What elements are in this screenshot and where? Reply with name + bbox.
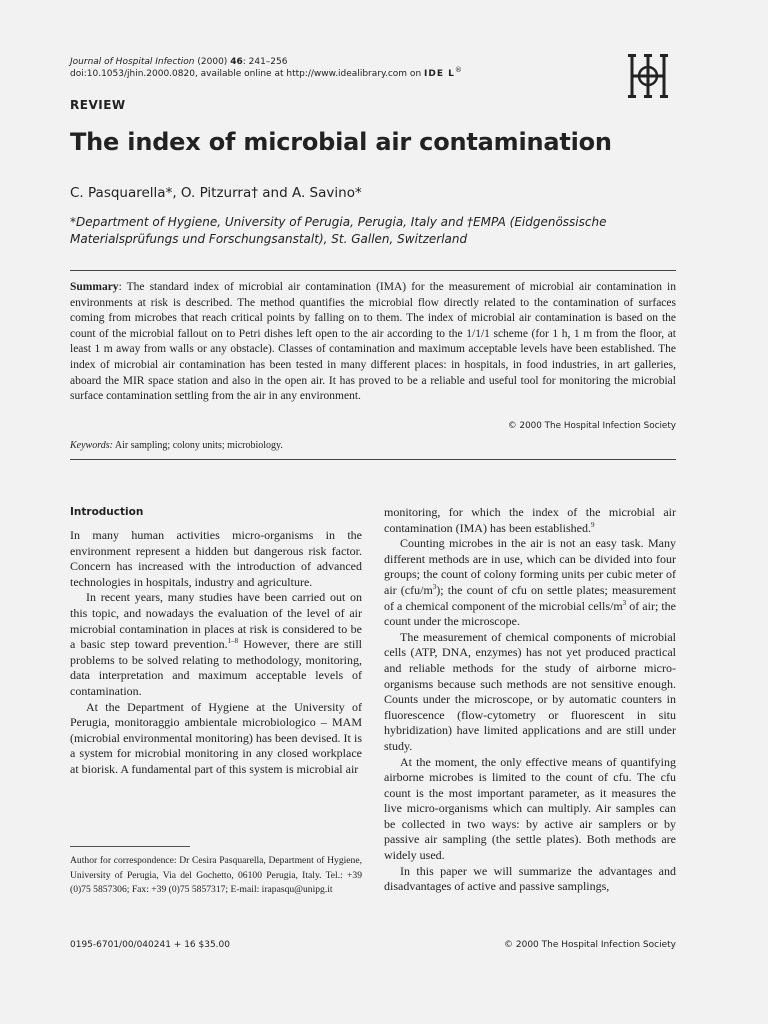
journal-volume: 46	[230, 57, 243, 67]
ideal-logo: IDE L	[424, 69, 455, 79]
journal-name: Journal of Hospital Infection	[70, 57, 195, 67]
section-label: REVIEW	[70, 98, 126, 112]
summary	[70, 280, 676, 405]
affiliation: *Department of Hygiene, University of Perugia, Perugia, Italy and †EMPA (Eidgenössische Materialsprüfungs und Forschungsanstalt), St. Gallen, Switzerland	[70, 215, 607, 246]
right-paragraph-1: monitoring, for which the index of the microbial air contamination (IMA) has been established.$^9$	[384, 505, 676, 535]
left-column	[70, 528, 362, 778]
journal-pages: : 241–256	[242, 57, 288, 67]
authors: C. Pasquarella*, O. Pitzurra† and A. Savino*	[70, 185, 362, 201]
right-paragraph-5: In this paper we will summarize the advantages and disadvantages of active and passive samplings,	[384, 863, 676, 894]
citation-ref: 1–8	[227, 637, 239, 646]
footer-copyright: © 2000 The Hospital Infection Society	[504, 940, 676, 950]
summary-copyright: © 2000 The Hospital Infection Society	[507, 421, 676, 431]
keywords-label: Keywords:	[70, 440, 113, 451]
doi-line	[70, 68, 462, 80]
summary-top-rule	[70, 270, 676, 271]
citation-ref: 9	[590, 520, 595, 529]
summary-label: Summary	[70, 281, 119, 293]
correspondence-footnote: Author for correspondence: Dr Cesira Pasquarella, Department of Hygiene, University of Perugia, Via del Gochetto, 06100 Perugia, Italy. Tel.: +39 (0)75 5857306; Fax: +39 (0)75 5857317; E-mail: irapasqu@unipg.it	[70, 855, 362, 896]
keywords-text: Air sampling; colony units; microbiology.	[112, 440, 283, 451]
intro-paragraph-2: In recent years, many studies have been carried out on this topic, and nowadays the evaluation of the level of air microbial contamination in places at risk is considered to be a basic step toward prevention.$^{1-8}$ However, there are still problems to be solved relating to methodology, monitoring, data interpretation and maximum acceptable levels of contamination.	[70, 590, 362, 698]
paper-title: The index of microbial air contamination	[70, 128, 612, 156]
right-column	[384, 505, 676, 895]
right-paragraph-2: Counting microbes in the air is not an easy task. Many different methods are in use, which can be divided into four groups; the count of colony forming units per cubic meter of air $(cfu/m^3)$; the count of cfu on settle plates; measurement of a chemical component of the microbial cells/$m^3$ of air; the count under the microscope.	[384, 536, 676, 629]
intro-paragraph-1: In many human activities micro-organisms in the environment represent a hidden but dangerous risk factor. Concern has increased with the introduction of advanced technologies in hospitals, industry and agriculture.	[70, 528, 362, 589]
journal-emblem-icon	[626, 50, 670, 102]
intro-paragraph-3: At the Department of Hygiene at the University of Perugia, monitoraggio ambientale microbiologico – MAM (microbial environmental monitoring) has been devised. It is a system for microbial monitoring in any closed workplace at biorisk. A fundamental part of this system is microbial air	[70, 699, 362, 776]
summary-bottom-rule	[70, 459, 676, 460]
footer-issn-price: 0195-6701/00/040241 + 16 $35.00	[70, 940, 230, 950]
right-paragraph-3: The measurement of chemical components of microbial cells (ATP, DNA, enzymes) has not yet produced practical and reliable methods for the study of airborne micro-organisms because such methods are not sensitive enough. Counts under the microscope, or by automatic counters in fluorescence (flow-cytometry or fluorescent in situ hybridization) have limited applications and are still under study.	[384, 629, 676, 753]
journal-year: (2000)	[197, 57, 228, 67]
keywords	[70, 440, 283, 451]
right-paragraph-4: At the moment, the only effective means of quantifying airborne microbes is limited to the count of cfu. The cfu count is the most important parameter, as it measures the live micro-organisms which can multiply. Air samples can be collected in two ways: by active air samplers or by passive air sampling (the settle plates). Both methods are widely used.	[384, 754, 676, 863]
summary-text: : The standard index of microbial air contamination (IMA) for the measurement of microbial air contamination in environments at risk is described. The method quantifies the microbial flow directly related to the contamination of surfaces coming from microbes that reach critical points by falling on to them. The index of microbial air contamination is based on the count of the microbial fallout on to Petri dishes left open to the air according to the 1/1/1 scheme (for 1 h, 1 m from the floor, at least 1 m away from walls or any obstacle). Classes of contamination and maximum acceptable levels have been established. The index of microbial air contamination has been tested in many different places: in hospitals, in food industries, in art galleries, aboard the MIR space station and also in the open air. It has proved to be a reliable and useful tool for monitoring the microbial surface contamination settling from the air in any environment.	[70, 281, 676, 403]
doi-text: doi:10.1053/jhin.2000.0820, available online at http://www.idealibrary.com on	[70, 69, 422, 79]
journal-citation	[70, 56, 287, 68]
section-heading-introduction: Introduction	[70, 506, 144, 518]
footnote-rule	[70, 846, 190, 847]
ideal-registered-mark: ®	[454, 66, 462, 74]
